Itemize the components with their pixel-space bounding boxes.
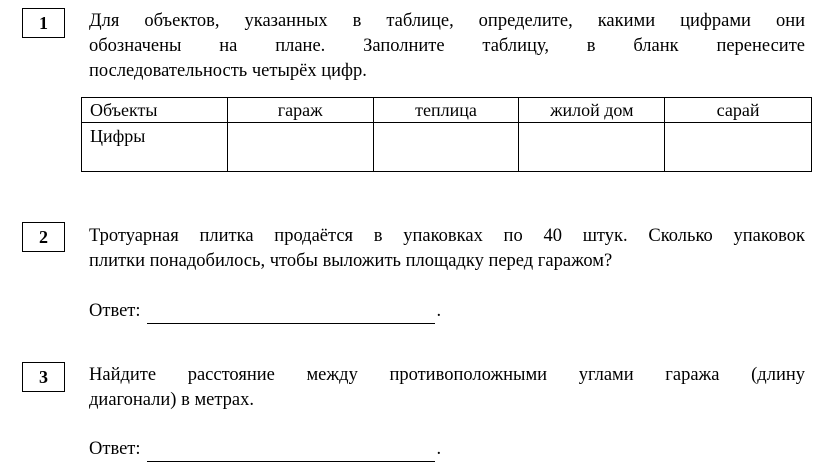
table-cell-shed-digit[interactable]	[665, 123, 812, 172]
table-cell-greenhouse-digit[interactable]	[373, 123, 519, 172]
table-header-greenhouse: теплица	[373, 98, 519, 123]
table-header-house: жилой дом	[519, 98, 665, 123]
question-number-3-text: 3	[39, 366, 48, 387]
question-number-3	[22, 362, 65, 392]
question-2-answer-field[interactable]	[147, 305, 435, 324]
question-3-answer-end: .	[436, 439, 442, 459]
question-number-1-text: 1	[39, 12, 48, 33]
objects-table	[81, 97, 812, 172]
question-3-line-1: Найдите расстояние между противоположными углами гаража (длину	[89, 365, 805, 385]
table-cell-house-digit[interactable]	[519, 123, 665, 172]
table-header-shed: сарай	[665, 98, 812, 123]
table-header-objects: Объекты	[82, 98, 228, 123]
question-number-1	[22, 8, 65, 38]
question-2-text	[89, 224, 805, 274]
objects-table-digits-row	[82, 123, 812, 172]
question-2-line-1: Тротуарная плитка продаётся в упаковках по 40 штук. Сколько упаковок	[89, 226, 805, 246]
table-cell-garage-digit[interactable]	[227, 123, 373, 172]
question-3-answer-label: Ответ:	[89, 439, 141, 459]
question-2-answer-label: Ответ:	[89, 301, 141, 321]
question-2-line-2: плитки понадобилось, чтобы выложить площадку перед гаражом?	[89, 251, 613, 271]
question-3-answer-field[interactable]	[147, 443, 435, 462]
question-number-2-text: 2	[39, 226, 48, 247]
question-1-text	[89, 9, 805, 84]
question-3-text	[89, 363, 805, 413]
table-header-garage: гараж	[227, 98, 373, 123]
question-1-line-3: последовательность четырёх цифр.	[89, 61, 367, 81]
question-2-answer	[89, 299, 441, 324]
question-number-2	[22, 222, 65, 252]
table-row-label-digits: Цифры	[82, 123, 228, 172]
question-3-answer	[89, 437, 441, 462]
question-3-line-2: диагонали) в метрах.	[89, 390, 255, 410]
question-1-line-2: обозначены на плане. Заполните таблицу, в бланк перенесите	[89, 36, 805, 56]
objects-table-header-row	[82, 98, 812, 123]
question-2-answer-end: .	[436, 301, 442, 321]
question-1-line-1: Для объектов, указанных в таблице, определите, какими цифрами они	[89, 11, 805, 31]
